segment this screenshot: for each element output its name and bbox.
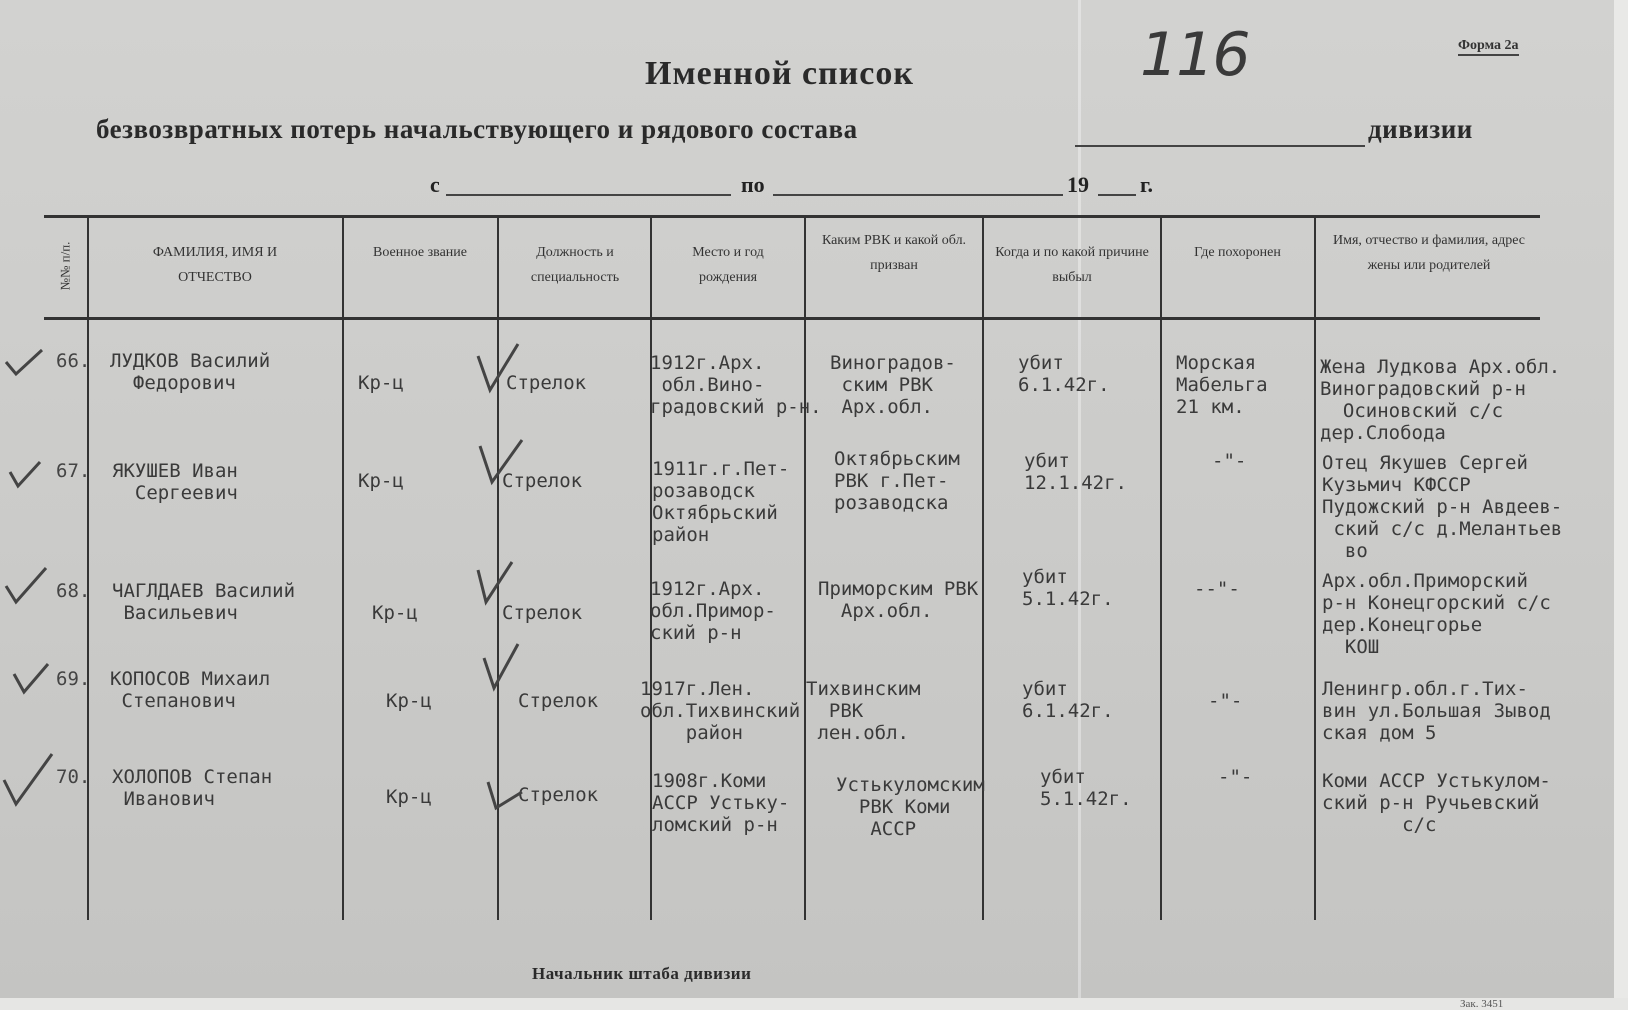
row-birth: 1917г.Лен. обл.Тихвинский район	[640, 678, 801, 744]
row-relatives: Отец Якушев Сергей Кузьмич КФССР Пудожский р-н Авдеев- ский с/с д.Мелантьев во	[1322, 452, 1563, 562]
checkmark-icon	[480, 642, 520, 692]
column-divider	[87, 215, 89, 920]
row-name: КОПОСОВ Михаил Степанович	[110, 668, 271, 712]
row-rank: Кр-ц	[358, 470, 404, 492]
column-divider	[1314, 215, 1316, 920]
row-relatives: Коми АССР Устькулом- ский р-н Ручьевский с/с	[1322, 770, 1551, 836]
column-divider	[1160, 215, 1162, 920]
checkmark-icon	[2, 752, 54, 808]
row-when: убит 12.1.42г.	[1024, 450, 1127, 494]
handwritten-page-number: 116	[1140, 20, 1249, 90]
column-divider	[342, 215, 344, 920]
row-when: убит 6.1.42г.	[1018, 352, 1110, 396]
checkmark-icon	[484, 772, 524, 812]
row-position: Стрелок	[518, 690, 599, 712]
checkmark-icon	[476, 438, 524, 486]
row-position: Стрелок	[502, 602, 583, 624]
row-buried: -"-	[1218, 766, 1253, 788]
row-buried: -"-	[1212, 450, 1247, 472]
row-rank: Кр-ц	[358, 372, 404, 394]
row-number: 70.	[56, 766, 91, 788]
row-buried: -"-	[1208, 690, 1243, 712]
row-rvk: Приморским РВК Арх.обл.	[818, 578, 979, 622]
row-relatives: Арх.обл.Приморский р-н Конецгорский с/с дер.Конецгорье КОШ	[1322, 570, 1551, 658]
row-birth: 1908г.Коми АССР Устьку- ломский р-н	[652, 770, 790, 836]
column-header-relatives: Имя, отчество и фамилия, адрес жены или родителей	[1333, 233, 1525, 273]
date-to-label: по	[741, 172, 765, 197]
row-when: убит 6.1.42г.	[1022, 678, 1114, 722]
document-title: Именной список	[645, 55, 914, 92]
document-subtitle: безвозвратных потерь начальствующего и рядового состава	[96, 114, 858, 144]
row-relatives: Ленингр.обл.г.Тих- вин ул.Большая Зывод ская дом 5	[1322, 678, 1551, 744]
row-name: ХОЛОПОВ Степан Иванович	[112, 766, 273, 810]
date-from-line	[446, 194, 731, 196]
row-rank: Кр-ц	[386, 786, 432, 808]
checkmark-icon	[474, 342, 520, 394]
row-rvk: Тихвинским РВК лен.обл.	[806, 678, 921, 744]
paper-edge-bottom	[0, 998, 1628, 1010]
row-name: ЯКУШЕВ Иван Сергеевич	[112, 460, 238, 504]
form-label: Форма 2а	[1458, 38, 1519, 56]
column-header-rvk: Каким РВК и какой обл. призван	[821, 233, 967, 273]
column-header-position: Должность и специальность	[530, 245, 620, 285]
row-position: Стрелок	[506, 372, 587, 394]
column-header-buried: Где похоронен	[1194, 245, 1281, 260]
division-blank-line	[1075, 145, 1365, 147]
row-rank: Кр-ц	[386, 690, 432, 712]
checkmark-icon	[4, 566, 48, 606]
row-birth: 1912г.Арх. обл.Вино- градовский р-н.	[650, 352, 822, 418]
fold-crease	[1078, 0, 1081, 1010]
row-number: 68.	[56, 580, 91, 602]
row-birth: 1911г.г.Пет- розаводск Октябрьский район	[652, 458, 790, 546]
column-header-birth: Место и год рождения	[692, 245, 764, 285]
paper-edge	[1614, 0, 1628, 1010]
row-buried: --"-	[1194, 578, 1240, 600]
checkmark-icon	[8, 460, 42, 490]
column-header-rank: Военное звание	[373, 245, 467, 260]
row-rank: Кр-ц	[372, 602, 418, 624]
year-label: 19	[1067, 172, 1089, 197]
column-header-number: №№ п/п.	[57, 241, 73, 291]
year-line	[1098, 194, 1136, 196]
row-when: убит 5.1.42г.	[1022, 566, 1114, 610]
date-to-line	[773, 194, 1063, 196]
date-from-label: с	[430, 172, 440, 197]
checkmark-icon	[474, 560, 514, 606]
print-order-note: Зак. 3451	[1460, 998, 1504, 1010]
row-rvk: Октябрьским РВК г.Пет- розаводска	[834, 448, 960, 514]
row-number: 69.	[56, 668, 91, 690]
year-suffix: г.	[1140, 172, 1154, 197]
row-rvk: Устькуломским РВК Коми АССР	[836, 774, 985, 840]
checkmark-icon	[4, 348, 44, 378]
row-name: ЧАГЛДАЕВ Василий Васильевич	[112, 580, 296, 624]
checkmark-icon	[12, 662, 50, 696]
row-when: убит 5.1.42г.	[1040, 766, 1132, 810]
row-birth: 1912г.Арх. обл.Примор- ский р-н	[650, 578, 776, 644]
row-name: ЛУДКОВ Василий Федорович	[110, 350, 271, 394]
column-divider	[804, 215, 806, 920]
row-rvk: Виноградов- ским РВК Арх.обл.	[830, 352, 956, 418]
column-header-when: Когда и по какой причине выбыл	[995, 245, 1149, 285]
row-number: 67.	[56, 460, 91, 482]
row-position: Стрелок	[518, 784, 599, 806]
row-buried: Морская Мабельга 21 км.	[1176, 352, 1268, 418]
row-position: Стрелок	[502, 470, 583, 492]
division-label: дивизии	[1368, 114, 1473, 144]
column-header-name: ФАМИЛИЯ, ИМЯ И ОТЧЕСТВО	[152, 245, 278, 285]
row-number: 66.	[56, 350, 91, 372]
signature-label: Начальник штаба дивизии	[532, 964, 752, 983]
row-relatives: Жена Лудкова Арх.обл. Виноградовский р-н Осиновский с/с дер.Слобода	[1320, 356, 1561, 444]
